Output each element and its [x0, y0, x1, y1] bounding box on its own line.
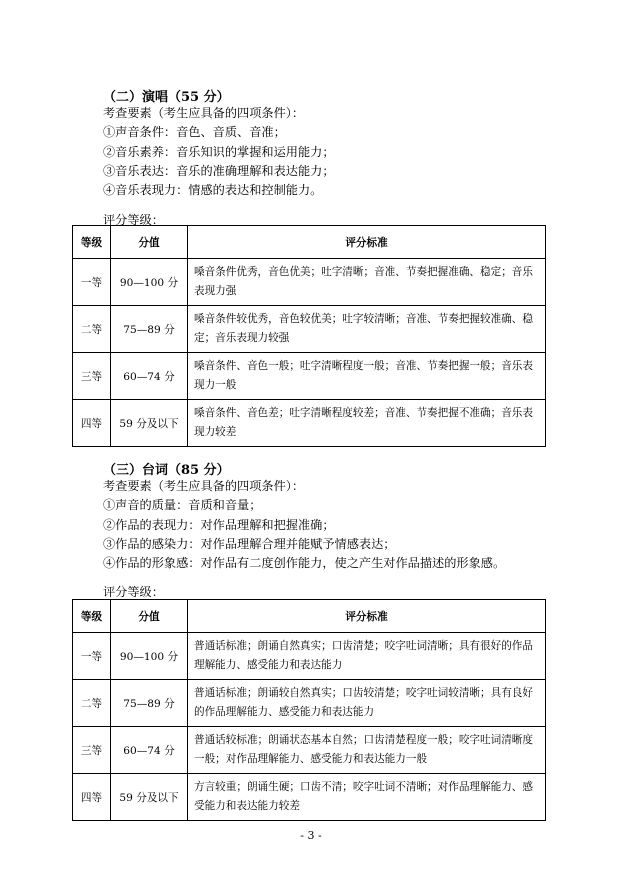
section-title-singing: （二）演唱（55 分）: [103, 90, 230, 105]
requirement-item: ①声音条件：音色、音质、音准；: [103, 125, 286, 139]
section-title-recitation: （三）台词（85 分）: [103, 463, 230, 478]
criteria-cell: 嗓音条件优秀，音色优美；吐字清晰；音准、节奏把握准确、稳定；音乐表现力强: [188, 259, 546, 306]
table-row: [73, 306, 546, 353]
header-level: 等级: [73, 600, 111, 633]
grading-table-recitation: [72, 599, 546, 821]
grade-label: 评分等级：: [103, 585, 164, 599]
requirement-item: ②音乐素养：音乐知识的掌握和运用能力；: [103, 145, 335, 159]
score-cell: 60—74 分: [111, 727, 188, 774]
table-row: [73, 774, 546, 821]
level-cell: 三等: [73, 727, 111, 774]
score-cell: 90—100 分: [111, 259, 188, 306]
score-cell: 60—74 分: [111, 353, 188, 400]
level-cell: 一等: [73, 259, 111, 306]
table-row: [73, 727, 546, 774]
requirement-item: ④作品的形象感：对作品有二度创作能力，使之产生对作品描述的形象感。: [103, 556, 506, 570]
page-number: - 3 -: [300, 829, 322, 842]
table-row: [73, 259, 546, 306]
grade-label: 评分等级：: [103, 213, 164, 227]
level-cell: 三等: [73, 353, 111, 400]
header-score: 分值: [111, 600, 188, 633]
requirements-intro: 考查要素（考生应具备的四项条件）：: [103, 106, 305, 120]
table-row: [73, 400, 546, 447]
requirement-item: ①声音的质量：音质和音量；: [103, 498, 262, 512]
table-row: [73, 353, 546, 400]
requirement-item: ④音乐表现力：情感的表达和控制能力。: [103, 183, 323, 197]
header-criteria: 评分标准: [188, 226, 546, 259]
level-cell: 四等: [73, 774, 111, 821]
level-cell: 二等: [73, 680, 111, 727]
score-cell: 90—100 分: [111, 633, 188, 680]
requirement-item: ③音乐表达：音乐的准确理解和表达能力；: [103, 164, 335, 178]
criteria-cell: 嗓音条件、音色差；吐字清晰程度较差；音准、节奏把握不准确；音乐表现力较差: [188, 400, 546, 447]
criteria-cell: 普通话标准；朗诵较自然真实；口齿较清楚；咬字吐词较清晰；具有良好的作品理解能力、感受能力和表达能力: [188, 680, 546, 727]
level-cell: 二等: [73, 306, 111, 353]
table-row: [73, 633, 546, 680]
criteria-cell: 普通话较标准；朗诵状态基本自然；口齿清楚程度一般；咬字吐词清晰度一般；对作品理解能力、感受能力和表达能力一般: [188, 727, 546, 774]
score-cell: 59 分及以下: [111, 400, 188, 447]
level-cell: 四等: [73, 400, 111, 447]
requirement-item: ③作品的感染力：对作品理解合理并能赋予情感表达；: [103, 537, 396, 551]
criteria-cell: 嗓音条件、音色一般；吐字清晰程度一般；音准、节奏把握一般；音乐表现力一般: [188, 353, 546, 400]
level-cell: 一等: [73, 633, 111, 680]
grading-table-singing: [72, 225, 546, 447]
header-score: 分值: [111, 226, 188, 259]
requirement-item: ②作品的表现力：对作品理解和把握准确；: [103, 518, 335, 532]
criteria-cell: 普通话标准；朗诵自然真实；口齿清楚；咬字吐词清晰；具有很好的作品理解能力、感受能力和表达能力: [188, 633, 546, 680]
table-row: [73, 680, 546, 727]
header-criteria: 评分标准: [188, 600, 546, 633]
score-cell: 75—89 分: [111, 306, 188, 353]
criteria-cell: 嗓音条件较优秀，音色较优美；吐字较清晰；音准、节奏把握较准确、稳定；音乐表现力较强: [188, 306, 546, 353]
header-level: 等级: [73, 226, 111, 259]
criteria-cell: 方言较重；朗诵生硬；口齿不清；咬字吐词不清晰；对作品理解能力、感受能力和表达能力较差: [188, 774, 546, 821]
score-cell: 75—89 分: [111, 680, 188, 727]
requirements-intro: 考查要素（考生应具备的四项条件）：: [103, 479, 305, 493]
score-cell: 59 分及以下: [111, 774, 188, 821]
